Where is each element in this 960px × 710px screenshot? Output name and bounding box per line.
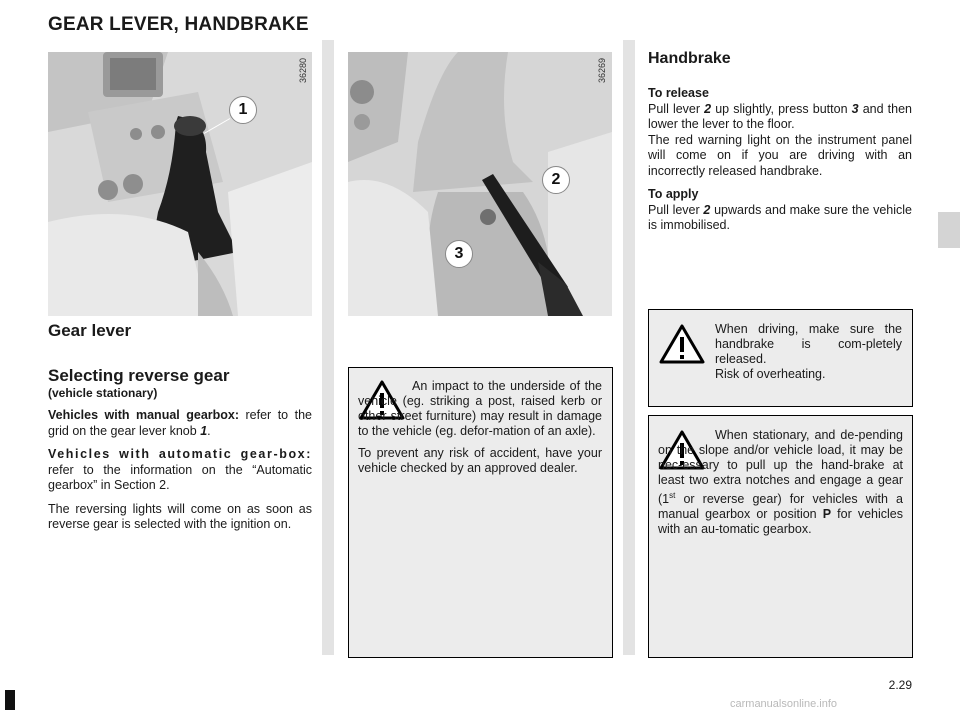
column-divider-left (322, 40, 334, 655)
release-text-3: and then lower the lever to the floor. (648, 101, 912, 131)
handbrake-heading: Handbrake (648, 50, 731, 67)
release-text-2: up slightly, press button (711, 101, 852, 116)
reverse-gear-heading: Selecting reverse gear (48, 366, 230, 385)
gear-lever-heading: Gear lever (48, 321, 132, 340)
release-heading: To release (648, 86, 709, 100)
driving-warning-line1: When driving, make sure the handbrake is com-pletely released. (715, 322, 902, 366)
callout-1: 1 (229, 96, 257, 124)
handbrake-body (648, 86, 912, 242)
stationary-warning-text (658, 428, 903, 544)
reversing-lights-paragraph: The reversing lights will come on as soon as reverse gear is selected with the ignition on. (48, 501, 312, 531)
apply-ref-lever: 2 (703, 202, 711, 217)
driving-warning-box (648, 309, 913, 407)
release-text-1: Pull lever (648, 101, 705, 116)
gear-lever-photo (48, 52, 312, 316)
manual-gearbox-paragraph (48, 408, 312, 439)
impact-warning-text (358, 379, 602, 483)
release-ref-button: 3 (851, 101, 859, 116)
page-title: GEAR LEVER, HANDBRAKE (48, 14, 309, 35)
release-warning-text: The red warning light on the instrument panel will come on if you are driving with an incorrectly released handbrake. (648, 132, 912, 178)
handbrake-photo (348, 52, 612, 316)
automatic-gearbox-text: refer to the information on the “Automatic gearbox” in Section 2. (48, 462, 312, 492)
stationary-text-3: for vehicles with an au-tomatic gearbox. (658, 507, 903, 537)
apply-heading: To apply (648, 187, 699, 201)
section-tab (938, 212, 960, 248)
driving-warning-text (715, 322, 902, 382)
handbrake-illustration (348, 52, 612, 316)
gear-lever-illustration (48, 52, 312, 316)
automatic-gearbox-label: Vehicles with automatic gear-box: (48, 447, 312, 461)
corner-mark (5, 690, 15, 710)
impact-warning-para1: An impact to the underside of the vehicle (eg. striking a post, raised kerb or other street furniture) may result in damage to the vehicle (eg. defor-mation of an axle). (358, 379, 602, 438)
manual-gearbox-ref: 1 (200, 423, 208, 438)
callout-2: 2 (542, 166, 570, 194)
stationary-superscript: st (669, 491, 676, 500)
stationary-warning-box (648, 415, 913, 658)
stationary-text-1: When stationary, and de-pending on the slope and/or vehicle load, it may be nec-essary to pull up the hand-brake at least two extra notches and engage a gear (1 (658, 428, 903, 507)
figure-ref-middle: 36269 (597, 58, 607, 84)
stationary-text-2: or reverse gear) for vehicles with a manual gearbox or position (658, 492, 903, 522)
release-paragraph (648, 102, 912, 180)
manual-gearbox-text: refer to the grid on the gear lever knob (48, 408, 312, 438)
release-ref-lever: 2 (704, 101, 712, 116)
automatic-gearbox-paragraph (48, 447, 312, 494)
impact-warning-para2: To prevent any risk of accident, have your vehicle checked by an approved dealer. (358, 446, 602, 475)
gear-lever-body (48, 408, 312, 541)
impact-warning-box (348, 367, 613, 658)
page-number: 2.29 (888, 678, 912, 692)
apply-paragraph (648, 203, 912, 234)
figure-ref-left: 36280 (298, 58, 308, 84)
reverse-gear-note: (vehicle stationary) (48, 386, 158, 400)
driving-warning-line2: Risk of overheating. (715, 367, 826, 381)
column-divider-right (623, 40, 635, 655)
apply-text-2: upwards and make sure the vehicle is immobilised. (648, 202, 912, 232)
stationary-position-p: P (822, 507, 832, 522)
warning-triangle-icon (659, 324, 705, 364)
stationary-warning-paragraph (658, 428, 903, 537)
callout-3: 3 (445, 240, 473, 268)
manual-gearbox-end: . (207, 423, 211, 438)
manual-gearbox-label: Vehicles with manual gearbox: (48, 408, 240, 422)
apply-text-1: Pull lever (648, 202, 704, 217)
watermark: carmanualsonline.info (730, 698, 838, 710)
